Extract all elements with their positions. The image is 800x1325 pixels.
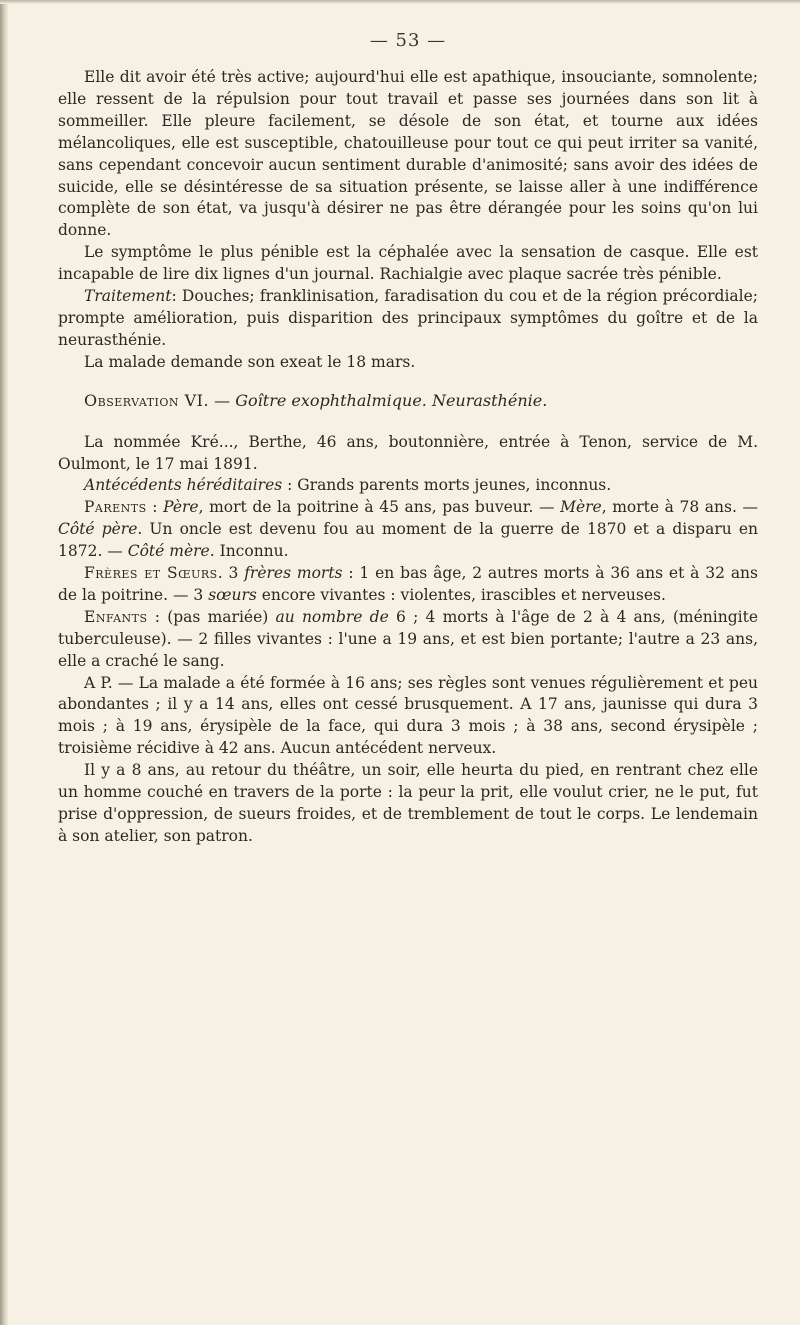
- observation-label: Observation VI.: [84, 390, 210, 410]
- siblings-text-b: : 1 en bas âge, 2 autres morts à 36 ans et à 32 ans de la poitrine. — 3: [58, 564, 758, 604]
- treatment-text: : Douches; franklinisation, faradisation du cou et de la région précordiale; prompte amélioration, puis disparition des principaux symptômes du goître et de la neurasthénie.: [58, 287, 758, 349]
- observation-title: Goître exophthalmique. Neurasthénie.: [235, 390, 548, 410]
- personal-history-label: A P.: [84, 673, 113, 692]
- mere-text: , morte à 78 ans. —: [601, 498, 759, 517]
- page-gutter-shadow: [0, 0, 8, 1325]
- paragraph-incident: Il y a 8 ans, au retour du théâtre, un soir, elle heurta du pied, en rentrant chez elle un homme couché en travers de la porte : la peur la prit, elle voulut crier, ne le put, fut prise d'oppression, de sueurs froides, et de tremblement de tout le corps. Le lendemain à son atelier, son patron.: [58, 761, 758, 845]
- paragraph-treatment: [58, 286, 758, 352]
- book-page: [58, 30, 758, 848]
- children-text-b: 6 ; 4 morts à l'âge de 2 à 4 ans, (méningite tuberculeuse). — 2 filles vivantes : l'une a 19 ans, et est bien portante; l'autre a 23 ans, elle a craché le sang.: [58, 607, 758, 670]
- page-top-edge: [0, 0, 800, 4]
- paragraph-personal-history: [58, 673, 758, 761]
- hereditary-label: Antécédents héréditaires: [84, 476, 283, 495]
- treatment-label: Traitement: [84, 287, 172, 306]
- cote-pere-text: . Un oncle est devenu fou au moment de la guerre de 1870 et a disparu en 1872. —: [58, 520, 758, 561]
- cote-mere-label: Côté mère: [127, 542, 210, 561]
- siblings-text-c: encore vivantes : violentes, irascibles et nerveuses.: [256, 585, 666, 604]
- siblings-label: Frères et Sœurs: [84, 564, 218, 583]
- observation-heading: [58, 390, 758, 412]
- observation-separator: —: [209, 390, 236, 410]
- paragraph-symptoms: Elle dit avoir été très active; aujourd'hui elle est apathique, insouciante, somnolente; elle ressent de la répulsion pour tout travail et passe ses journées dans son lit à sommeiller. Elle pleure facilement, se désole de son état, et tourne aux idées mélancoliques, elle est susceptible, chatouilleuse pour tout ce qui peut irriter sa vanité, sans cependant concevoir aucun sentiment durable d'animosité; sans avoir des idées de suicide, elle se désintéresse de sa situation présente, se laisse aller à une indifférence complète de son état, va jusqu'à désirer ne pas être dérangée pour les soins qu'on lui donne.: [58, 68, 758, 240]
- paragraph-siblings: [58, 563, 758, 607]
- paragraph-exeat: La malade demande son exeat le 18 mars.: [84, 352, 416, 371]
- cote-mere-text: . Inconnu.: [209, 542, 289, 561]
- mere-label: Mère: [560, 498, 602, 517]
- brothers-dead-label: frères morts: [244, 564, 343, 583]
- cote-pere-label: Côté père: [58, 520, 138, 539]
- children-count-label: au nombre de: [275, 607, 389, 626]
- parents-label: Parents: [84, 498, 147, 517]
- paragraph-hereditary: [58, 475, 758, 497]
- pere-text: , mort de la poitrine à 45 ans, pas buveur. —: [198, 498, 561, 517]
- children-label: Enfants: [84, 607, 148, 626]
- sisters-label: sœurs: [208, 585, 257, 604]
- pere-label: Père: [163, 498, 199, 517]
- paragraph-parents: Parents : Père, mort de la poitrine à 45 ans, pas buveur. — Mère, morte à 78 ans. — Côté père. Un oncle est devenu fou au moment de la guerre de 1870 et a disparu en 1872. — Côté mère. Inconnu.: [58, 498, 759, 561]
- paragraph-children: [58, 607, 758, 673]
- paragraph-case-intro: La nommée Kré..., Berthe, 46 ans, boutonnière, entrée à Tenon, service de M. Oulmont, le 17 mai 1891.: [58, 432, 758, 473]
- siblings-text-a: . 3: [217, 564, 245, 583]
- page-number: — 53 —: [369, 30, 447, 51]
- paragraph-cephalalgia: Le symptôme le plus pénible est la céphalée avec la sensation de casque. Elle est incapable de lire dix lignes d'un journal. Rachialgie avec plaque sacrée très pénible.: [58, 243, 758, 284]
- children-text-a: : (pas mariée): [147, 607, 276, 626]
- personal-history-text: — La malade a été formée à 16 ans; ses règles sont venues régulièrement et peu abondantes ; il y a 14 ans, elles ont cessé brusquement. A 17 ans, jaunisse qui dura 3 mois ; à 19 ans, érysipèle de la face, qui dura 3 mois ; à 38 ans, second érysipèle ; troisième récidive à 42 ans. Aucun antécédent nerveux.: [58, 673, 758, 758]
- hereditary-text: : Grands parents morts jeunes, inconnus.: [282, 476, 612, 495]
